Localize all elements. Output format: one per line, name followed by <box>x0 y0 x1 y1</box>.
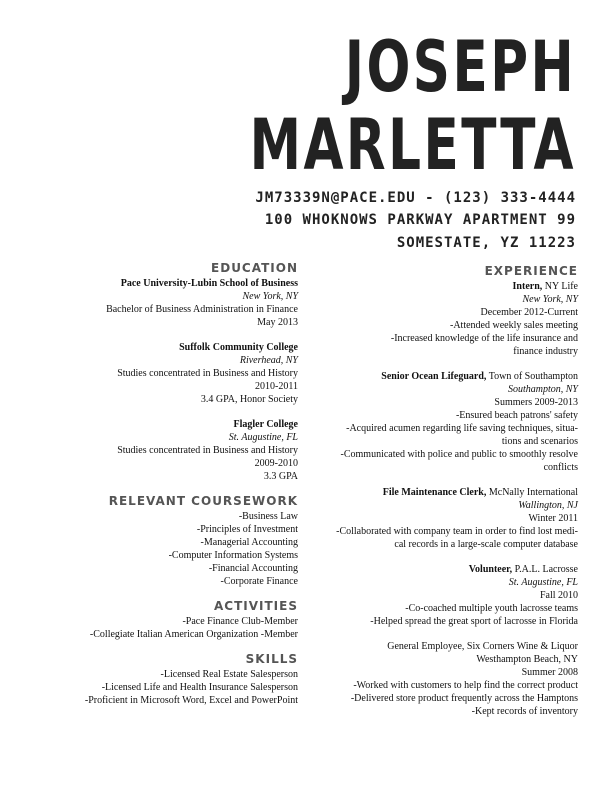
coursework-list <box>20 510 298 588</box>
coursework-item: -Computer Information Systems <box>168 550 298 561</box>
contact-address: 100 WHOKNOWS PARKWAY APARTMENT 99 <box>264 212 576 228</box>
experience-heading: EXPERIENCE <box>484 264 578 278</box>
skills-list <box>20 668 298 707</box>
job-title: File Maintenance Clerk, <box>382 487 487 498</box>
skill-item: -Licensed Life and Health Insurance Salesperson <box>101 682 298 693</box>
coursework-item: -Corporate Finance <box>220 576 298 587</box>
experience-entry <box>308 640 578 718</box>
job-org: NY Life <box>542 281 578 292</box>
job-bullet: -Delivered store product frequently across the Hamptons <box>350 693 578 704</box>
name-first: JOSEPH <box>344 26 576 108</box>
job-location: Southampton, NY <box>507 384 578 395</box>
right-column <box>308 265 578 730</box>
job-bullet: -Acquired acumen regarding life saving techniques, situa- <box>346 423 578 434</box>
experience-entry <box>308 563 578 628</box>
activity-item: -Pace Finance Club-Member <box>182 616 298 627</box>
job-title: Volunteer, <box>468 564 513 575</box>
job-org: McNally International <box>486 487 578 498</box>
activities-heading: ACTIVITIES <box>214 599 298 613</box>
skill-item: -Licensed Real Estate Salesperson <box>160 669 298 680</box>
skill-item: -Proficient in Microsoft Word, Excel and PowerPoint <box>84 695 298 706</box>
job-location: Westhampton Beach, NY <box>476 654 578 665</box>
job-title: Intern, <box>512 281 543 292</box>
job-location: Wallington, NJ <box>518 500 578 511</box>
job-dates: December 2012-Current <box>480 307 578 318</box>
job-org: General Employee, Six Corners Wine & Liquor <box>387 641 578 652</box>
job-bullet: finance industry <box>513 346 578 357</box>
education-detail: 2010-2011 <box>255 381 298 392</box>
job-location: St. Augustine, FL <box>508 577 578 588</box>
job-dates: Winter 2011 <box>528 513 578 524</box>
experience-entry <box>308 280 578 358</box>
job-bullet: -Kept records of inventory <box>471 706 578 717</box>
school-location: St. Augustine, FL <box>228 432 298 443</box>
job-bullet: cal records in a large-scale computer database <box>394 539 578 550</box>
job-bullet: tions and scenarios <box>501 436 578 447</box>
activities-list <box>20 615 298 641</box>
coursework-item: -Managerial Accounting <box>200 537 298 548</box>
education-detail: May 2013 <box>257 317 298 328</box>
job-bullet: -Ensured beach patrons' safety <box>455 410 578 421</box>
contact-email-phone: JM73339N@PACE.EDU - (123) 333-4444 <box>255 190 576 206</box>
coursework-heading: RELEVANT COURSEWORK <box>108 494 298 508</box>
education-detail: Bachelor of Business Administration in Finance <box>106 304 298 315</box>
job-title: Senior Ocean Lifeguard, <box>381 371 487 382</box>
job-bullet: -Helped spread the great sport of lacrosse in Florida <box>370 616 578 627</box>
job-bullet: -Attended weekly sales meeting <box>449 320 578 331</box>
job-org: Town of Southampton <box>486 371 578 382</box>
job-bullet: -Co-coached multiple youth lacrosse teams <box>405 603 578 614</box>
education-detail: 3.4 GPA, Honor Society <box>200 394 298 405</box>
name-last: MARLETTA <box>249 104 576 186</box>
job-bullet: -Communicated with police and public to smoothly resolve <box>340 449 578 460</box>
job-dates: Summers 2009-2013 <box>494 397 578 408</box>
job-location: New York, NY <box>522 294 578 305</box>
skills-heading: SKILLS <box>245 652 298 666</box>
school-location: New York, NY <box>242 291 298 302</box>
job-dates: Summer 2008 <box>521 667 578 678</box>
job-bullet: -Worked with customers to help find the correct product <box>353 680 578 691</box>
education-detail: 2009-2010 <box>254 458 298 469</box>
job-dates: Fall 2010 <box>539 590 578 601</box>
left-column <box>20 262 298 719</box>
job-org: P.A.L. Lacrosse <box>512 564 578 575</box>
school-location: Riverhead, NY <box>239 355 298 366</box>
coursework-item: -Financial Accounting <box>208 563 298 574</box>
education-detail: Studies concentrated in Business and History <box>117 445 298 456</box>
school-name: Flagler College <box>233 419 298 430</box>
coursework-item: -Business Law <box>238 511 298 522</box>
job-bullet: conflicts <box>543 462 578 473</box>
job-bullet: -Increased knowledge of the life insurance and <box>390 333 578 344</box>
education-detail: 3.3 GPA <box>263 471 298 482</box>
school-name: Suffolk Community College <box>179 342 298 353</box>
education-detail: Studies concentrated in Business and History <box>117 368 298 379</box>
education-entry <box>20 277 298 329</box>
education-entry <box>20 341 298 406</box>
coursework-item: -Principles of Investment <box>196 524 298 535</box>
education-heading: EDUCATION <box>211 261 298 275</box>
education-entry <box>20 418 298 483</box>
experience-entry <box>308 370 578 474</box>
school-name: Pace University-Lubin School of Business <box>120 278 298 289</box>
experience-entry <box>308 486 578 551</box>
contact-city-state: SOMESTATE, YZ 11223 <box>396 235 576 251</box>
job-bullet: -Collaborated with company team in order to find lost medi- <box>336 526 578 537</box>
activity-item: -Collegiate Italian American Organization -Member <box>89 629 298 640</box>
